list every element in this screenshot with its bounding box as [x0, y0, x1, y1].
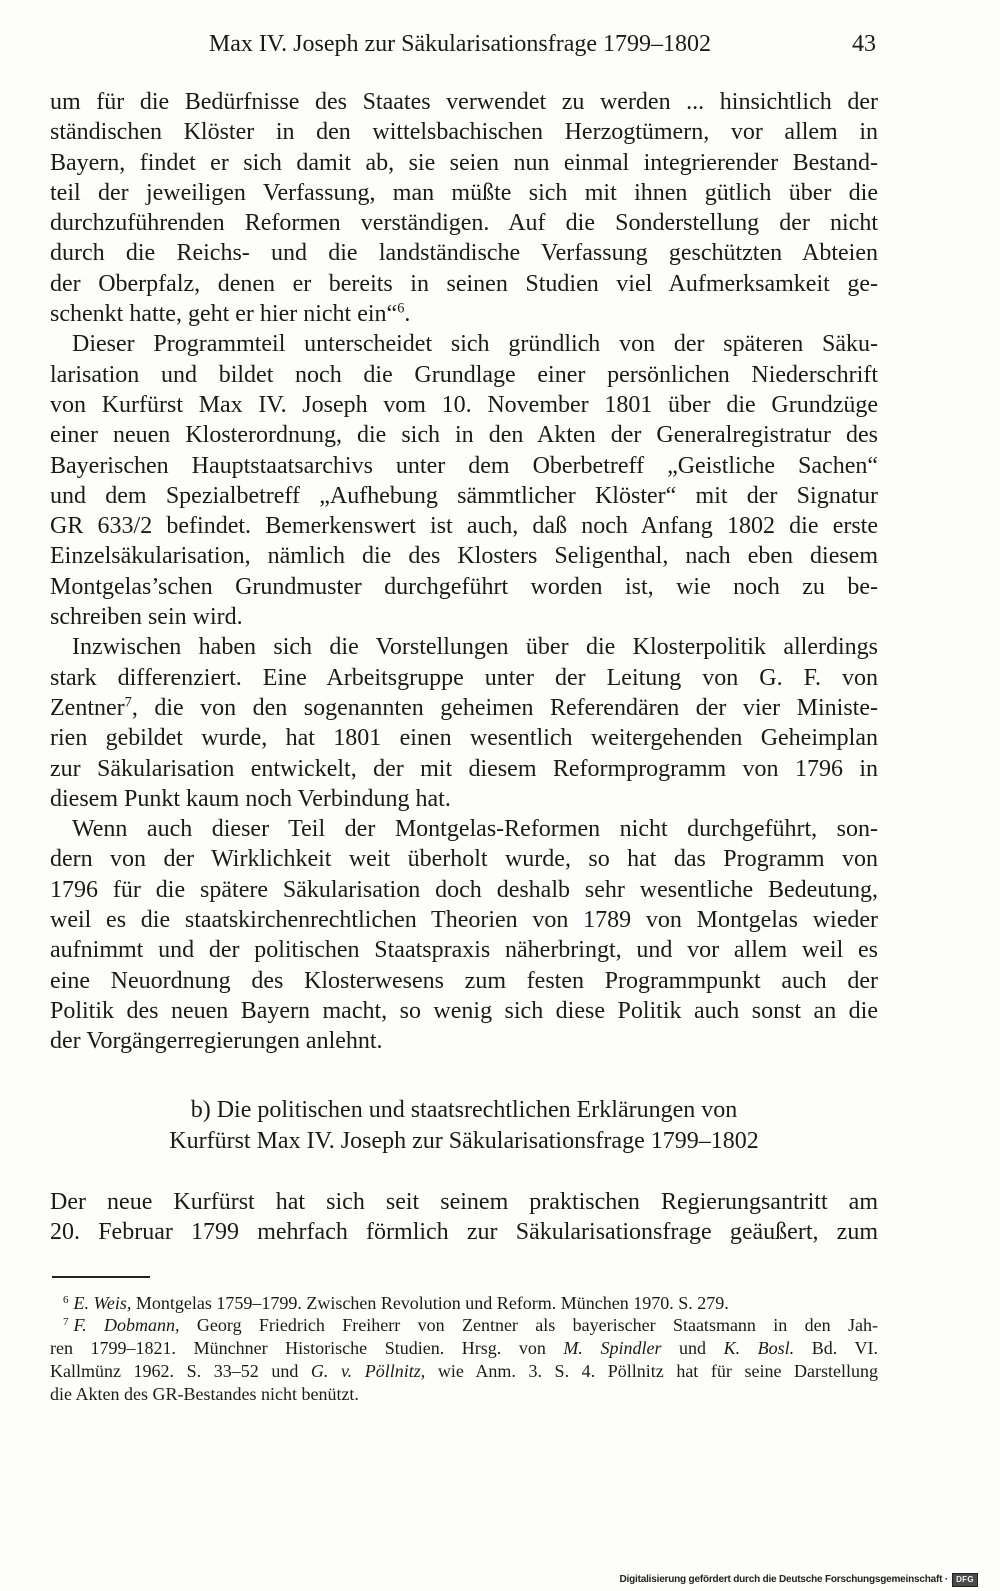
text-run: einer neuen Klosterordnung, die sich in den Akten der Generalregistratur des — [50, 422, 878, 449]
text-line — [50, 632, 878, 662]
text-run: der Oberpfalz, denen er bereits in seinen Studien viel Aufmerksamkeit ge- — [50, 270, 878, 297]
text-line — [50, 87, 878, 117]
text-run: Dieser Programmteil unterscheidet sich gründlich von der späteren Säku- — [72, 331, 878, 358]
text-line — [50, 663, 878, 693]
text-line — [50, 1337, 878, 1360]
text-line — [50, 602, 878, 632]
footnotes — [50, 1292, 878, 1406]
text-run: der Vorgängerregierungen anlehnt. — [50, 1028, 383, 1055]
text-line — [50, 1383, 878, 1406]
text-line — [50, 966, 878, 996]
text-run: ständischen Klöster in den wittelsbachischen Herzogtümern, vor allem in — [50, 119, 878, 146]
section-heading-line: b) Die politischen und staatsrechtlichen Erklärungen von — [190, 1096, 738, 1123]
text-line — [50, 511, 878, 541]
text-line — [50, 572, 878, 602]
text-run: Georg Friedrich Freiherr von Zentner als bayerischer Staatsmann in den Jah- — [179, 1315, 878, 1336]
text-run: . — [404, 301, 411, 328]
italic-text-run: M. Spindler — [563, 1338, 662, 1359]
text-line — [50, 754, 878, 784]
footnote-separator-rule — [52, 1276, 150, 1278]
section-heading-line: Kurfürst Max IV. Joseph zur Säkularisationsfrage 1799–1802 — [169, 1127, 759, 1154]
text-run: diesem Punkt kaum noch Verbindung hat. — [50, 785, 451, 812]
body-paragraph — [50, 87, 878, 329]
text-run: um für die Bedürfnisse des Staates verwendet zu werden ... hinsichtlich der — [50, 89, 878, 115]
section-heading — [50, 1095, 878, 1157]
footnote — [50, 1292, 878, 1315]
text-run: Bd. VI. — [794, 1338, 878, 1359]
text-line — [50, 996, 878, 1026]
text-run: larisation und bildet noch die Grundlage einer persönlichen Niederschrift — [50, 361, 878, 388]
text-run: stark differenziert. Eine Arbeitsgruppe unter der Leitung von G. F. von — [50, 664, 878, 691]
text-run: ren 1799–1821. Münchner Historische Studien. Hrsg. von — [50, 1338, 564, 1359]
text-run: Der neue Kurfürst hat sich seit seinem praktischen Regierungsantritt am — [50, 1189, 878, 1215]
text-run: Montgelas’schen Grundmuster durchgeführt worden ist, wie noch zu be- — [50, 573, 878, 600]
text-line — [50, 360, 878, 390]
text-line — [50, 1026, 878, 1056]
text-line — [50, 814, 878, 844]
text-line — [50, 117, 878, 147]
text-run: wie Anm. 3. S. 4. Pöllnitz hat für seine Darstellung — [425, 1360, 879, 1381]
digitization-credit: Digitalisierung gefördert durch die Deutsche Forschungsgemeinschaft · — [619, 1574, 948, 1585]
text-run: Wenn auch dieser Teil der Montgelas-Reformen nicht durchgeführt, son- — [72, 816, 878, 843]
text-line — [50, 1360, 878, 1383]
text-run: durch die Reichs- und die landständische Verfassung geschützten Abteien — [50, 240, 878, 267]
main-text — [50, 87, 878, 1057]
page-number: 43 — [852, 31, 876, 57]
section-b-text — [50, 1187, 878, 1248]
dfg-logo: DFG — [952, 1573, 978, 1587]
text-line — [50, 299, 878, 329]
text-run: teil der jeweiligen Verfassung, man müßte sich mit ihnen gütlich über die — [50, 179, 878, 206]
footnote-reference: 7 — [124, 694, 132, 711]
text-run: die Akten des GR-Bestandes nicht benützt. — [50, 1383, 359, 1404]
text-run: schreiben sein wird. — [50, 604, 243, 631]
footnote-number: 6 — [63, 1293, 69, 1306]
text-run: aufnimmt und der politischen Staatspraxis näherbringt, und vor allem weil es — [50, 937, 878, 964]
text-line — [50, 1292, 878, 1315]
text-run: Einzelsäkularisation, nämlich die des Klosters Seligenthal, nach eben diesem — [50, 543, 878, 570]
body-paragraph — [50, 632, 878, 814]
running-header — [50, 29, 878, 59]
text-run: zur Säkularisation entwickelt, der mit diesem Reformprogramm von 1796 in — [50, 755, 878, 782]
text-run: und — [661, 1338, 724, 1359]
text-run: dern von der Wirklichkeit weit überholt wurde, so hat das Programm von — [50, 846, 878, 873]
text-run: durchzuführenden Reformen verständigen. Auf die Sonderstellung der nicht — [50, 210, 878, 237]
italic-text-run: K. Bosl. — [723, 1338, 795, 1359]
text-run: 20. Februar 1799 mehrfach förmlich zur Säkularisationsfrage geäußert, zum — [50, 1219, 878, 1246]
text-line — [50, 1187, 878, 1217]
text-line — [50, 451, 878, 481]
text-run: Kallmünz 1962. S. 33–52 und — [50, 1360, 311, 1381]
footnote-reference: 6 — [397, 300, 405, 317]
text-line — [50, 875, 878, 905]
text-line — [50, 693, 878, 723]
text-line — [50, 390, 878, 420]
text-line — [50, 148, 878, 178]
italic-text-run: G. v. Pöllnitz, — [310, 1360, 426, 1381]
text-line — [50, 935, 878, 965]
body-paragraph — [50, 814, 878, 1056]
text-run: und dem Spezialbetreff „Aufhebung sämmtlicher Klöster“ mit der Signatur — [50, 482, 878, 509]
text-run: Zentner — [50, 694, 125, 721]
text-line — [50, 541, 878, 571]
text-line — [50, 269, 878, 299]
text-run: Bayern, findet er sich damit ab, sie seien nun einmal integrierender Bestand- — [50, 149, 878, 176]
text-run: schenkt hatte, geht er hier nicht ein“ — [50, 301, 398, 328]
text-run: rien gebildet wurde, hat 1801 einen wesentlich weitergehenden Geheimplan — [50, 725, 878, 752]
footnote — [50, 1314, 878, 1405]
running-title: Max IV. Joseph zur Säkularisationsfrage 1799–1802 — [208, 31, 712, 57]
text-line — [50, 1314, 878, 1337]
text-line — [50, 420, 878, 450]
text-line — [50, 329, 878, 359]
text-run: weil es die staatskirchenrechtlichen Theorien von 1789 von Montgelas wieder — [50, 907, 878, 934]
text-line — [50, 905, 878, 935]
body-paragraph — [50, 329, 878, 632]
text-line — [50, 844, 878, 874]
italic-text-run: E. Weis, — [73, 1292, 132, 1313]
text-line — [50, 238, 878, 268]
text-run: GR 633/2 befindet. Bemerkenswert ist auch, daß noch Anfang 1802 die erste — [50, 513, 878, 540]
text-run: Inzwischen haben sich die Vorstellungen über die Klosterpolitik allerdings — [72, 634, 878, 661]
text-run: eine Neuordnung des Klosterwesens zum festen Programmpunkt auch der — [50, 967, 878, 994]
text-run: von Kurfürst Max IV. Joseph vom 10. November 1801 über die Grundzüge — [50, 391, 878, 418]
text-line — [50, 481, 878, 511]
text-run: Montgelas 1759–1799. Zwischen Revolution und Reform. München 1970. S. 279. — [131, 1292, 729, 1313]
italic-text-run: F. Dobmann, — [73, 1315, 180, 1336]
text-line — [50, 784, 878, 814]
footnote-number: 7 — [63, 1316, 69, 1329]
text-line — [50, 178, 878, 208]
text-run: Bayerischen Hauptstaatsarchivs unter dem Oberbetreff „Geistliche Sachen“ — [50, 452, 878, 479]
text-run: Politik des neuen Bayern macht, so wenig sich diese Politik auch sonst an die — [50, 997, 878, 1024]
text-run: , die von den sogenannten geheimen Referendären der vier Ministe- — [131, 694, 878, 721]
text-run: 1796 für die spätere Säkularisation doch deshalb sehr wesentliche Bedeutung, — [50, 876, 878, 903]
body-paragraph — [50, 1187, 878, 1248]
text-line — [50, 1217, 878, 1247]
text-line — [50, 723, 878, 753]
text-line — [50, 208, 878, 238]
